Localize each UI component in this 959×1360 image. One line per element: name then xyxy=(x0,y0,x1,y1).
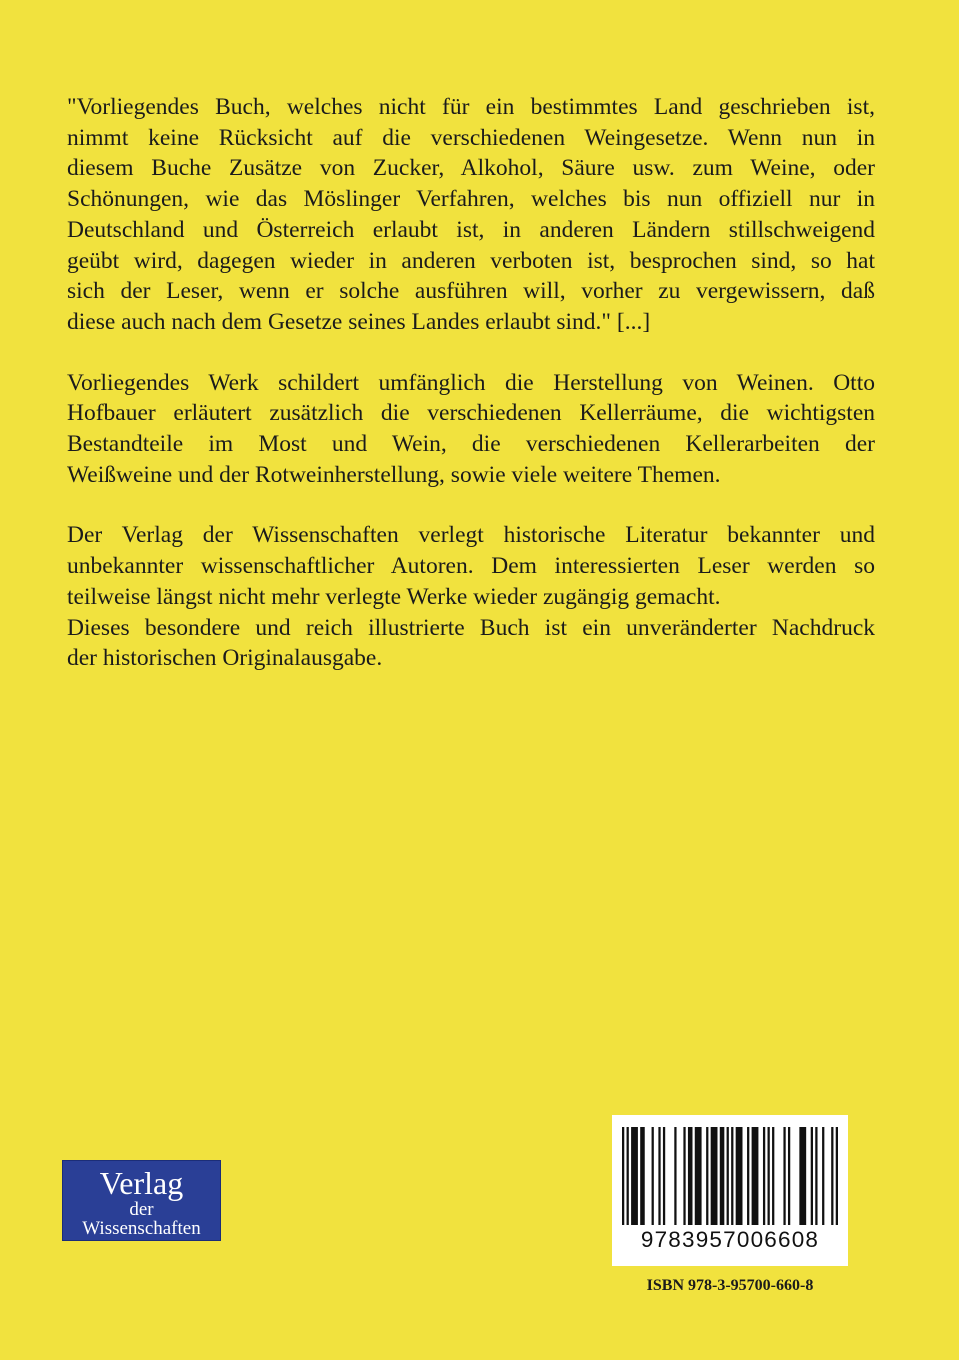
barcode-bar xyxy=(720,1127,725,1225)
barcode-bar xyxy=(836,1127,838,1225)
reprint-paragraph xyxy=(67,613,875,674)
text-line: Dieses besondere und reich illustrierte Buch ist ein unveränderter Nachdruck xyxy=(67,614,875,641)
barcode-bar xyxy=(695,1127,702,1225)
barcode-bar xyxy=(652,1127,654,1225)
barcode-bar xyxy=(731,1127,733,1225)
barcode-bar xyxy=(622,1127,624,1225)
text-line: der historischen Originalausgabe. xyxy=(67,645,383,672)
text-line: Der Verlag der Wissenschaften verlegt historische Literatur bekannter und xyxy=(67,522,875,549)
barcode-bar xyxy=(799,1127,806,1225)
barcode-bar xyxy=(663,1127,665,1225)
text-line: unbekannter wissenschaftlicher Autoren. Dem interessierten Leser werden so xyxy=(67,553,875,580)
text-line: Vorliegendes Werk schildert umfänglich die Herstellung von Weinen. Otto xyxy=(67,369,875,396)
barcode-bar xyxy=(831,1127,833,1225)
text-line: Bestandteile im Most und Wein, die verschiedenen Kellerarbeiten der xyxy=(67,431,875,458)
barcode-bar xyxy=(736,1127,743,1225)
barcode-bar xyxy=(706,1127,708,1225)
text-line: teilweise längst nicht mehr verlegte Werke wieder zugängig gemacht. xyxy=(67,583,721,610)
logo-line-wissenschaften: Wissenschaften xyxy=(82,1218,201,1239)
barcode-bar xyxy=(640,1127,645,1225)
barcode-bar xyxy=(683,1127,685,1225)
text-line: Hofbauer erläutert zusätzlich die verschiedenen Kellerräume, die wichtigsten xyxy=(67,400,875,427)
text-line: Deutschland und Österreich erlaubt ist, in anderen Ländern stillschweigend xyxy=(67,216,875,243)
barcode-bar xyxy=(822,1127,824,1225)
text-line: "Vorliegendes Buch, welches nicht für ein bestimmtes Land geschrieben ist, xyxy=(67,94,875,120)
barcode-bar xyxy=(674,1127,676,1225)
barcode-bar xyxy=(815,1127,817,1225)
text-line: diese auch nach dem Gesetze seines Landes erlaubt sind." [...] xyxy=(67,308,651,335)
barcode-bar xyxy=(783,1127,785,1225)
description-paragraph xyxy=(67,368,875,491)
text-line: diesem Buche Zusätze von Zucker, Alkohol, Säure usw. zum Weine, oder xyxy=(67,155,875,182)
text-line: Weißweine und der Rotweinherstellung, sowie viele weitere Themen. xyxy=(67,461,721,488)
barcode xyxy=(612,1115,848,1266)
publisher-paragraph xyxy=(67,520,875,612)
barcode-bars xyxy=(622,1127,838,1225)
publisher-logo xyxy=(62,1160,221,1241)
barcode-bar xyxy=(768,1127,770,1225)
quote-paragraph xyxy=(67,92,875,338)
barcode-bar xyxy=(627,1127,629,1225)
barcode-bar xyxy=(811,1127,813,1225)
text-line: geübt wird, dagegen wieder in anderen verboten ist, besprochen sind, so hat xyxy=(67,247,875,274)
barcode-bar xyxy=(727,1127,729,1225)
logo-line-der: der xyxy=(129,1199,154,1220)
barcode-bar xyxy=(711,1127,718,1225)
barcode-bar xyxy=(788,1127,790,1225)
barcode-bar xyxy=(658,1127,660,1225)
logo-line-verlag: Verlag xyxy=(99,1165,184,1201)
text-line: Schönungen, wie das Möslinger Verfahren, welches bis nun offiziell nur in xyxy=(67,186,875,213)
barcode-digits: 9783957006608 xyxy=(640,1227,820,1252)
barcode-bar xyxy=(631,1127,638,1225)
barcode-bar xyxy=(752,1127,759,1225)
barcode-bar xyxy=(772,1127,774,1225)
blurb-text xyxy=(67,92,875,674)
barcode-bar xyxy=(763,1127,765,1225)
text-line: sich der Leser, wenn er solche ausführen will, vorher zu vergewissern, daß xyxy=(67,278,875,305)
barcode-bar xyxy=(747,1127,749,1225)
barcode-bar xyxy=(688,1127,693,1225)
isbn-number: ISBN 978-3-95700-660-8 xyxy=(646,1277,814,1294)
text-line: nimmt keine Rücksicht auf die verschiedenen Weingesetze. Wenn nun in xyxy=(67,124,875,151)
